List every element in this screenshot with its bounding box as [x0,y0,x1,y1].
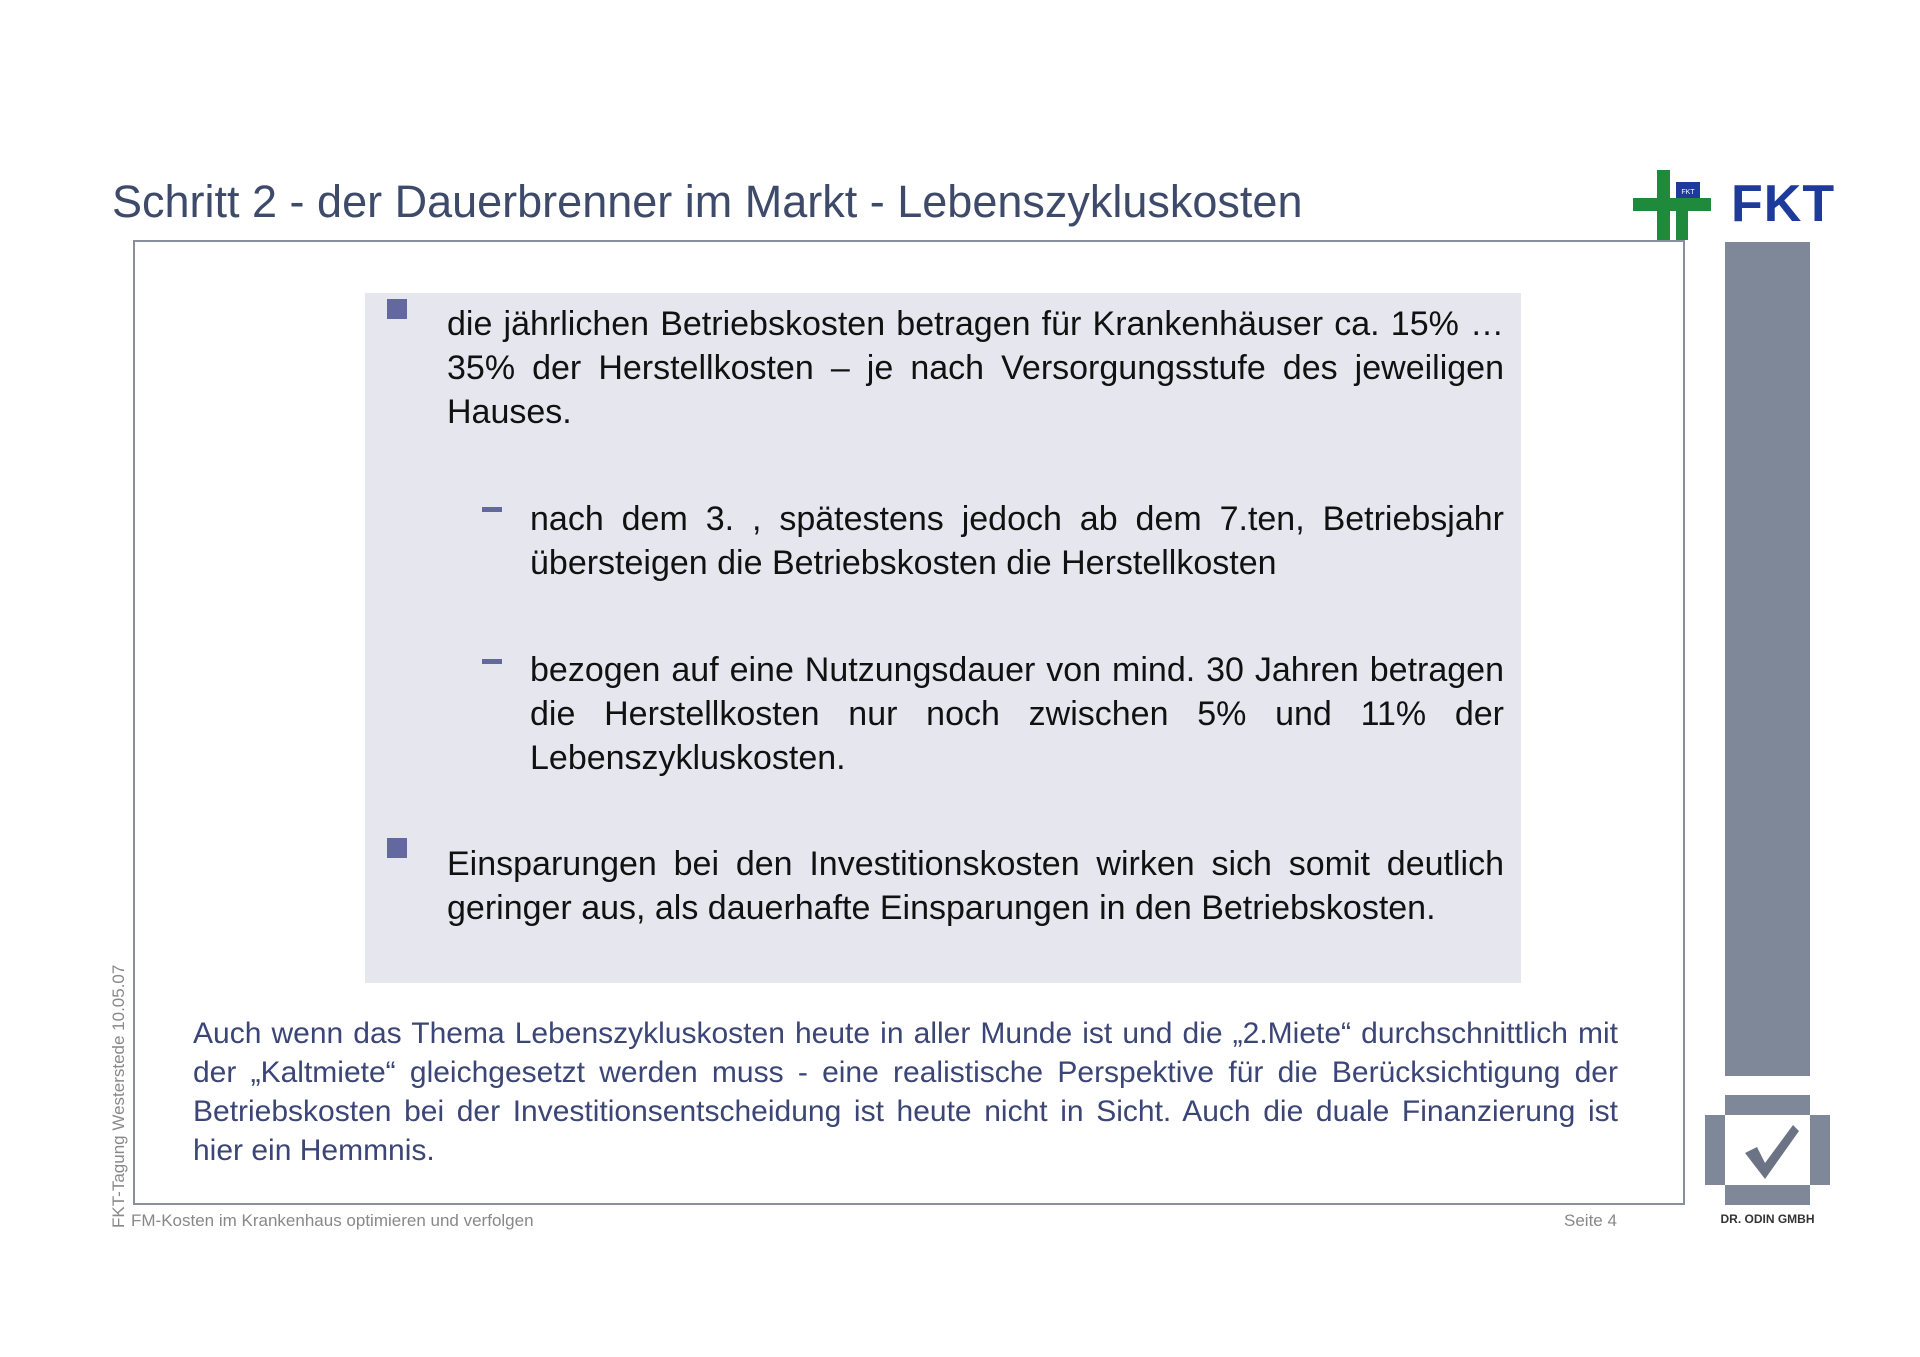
fkt-cross-label: FKT [1681,189,1695,196]
vertical-event-label: FKT-Tagung Westerstede 10.05.07 [109,964,128,1228]
page-number: Seite 4 [1564,1211,1617,1230]
side-decoration-bar [1725,242,1810,1076]
sub-bullet-text-1: nach dem 3. , spätestens jedoch ab dem 7.ten, Betriebsjahr übersteigen die Betriebskosten die Herstellkosten [530,500,1504,582]
bullet-text-2: Einsparungen bei den Investitionskosten wirken sich somit deutlich geringer aus, als dauerhafte Einsparungen in den Betriebskosten. [447,845,1504,927]
odin-check-logo [1705,1095,1830,1205]
dash-icon [482,659,502,664]
bullet-text-1: die jährlichen Betriebskosten betragen für Krankenhäuser ca. 15% … 35% der Herstellkosten – je nach Versorgungsstufe des jeweiligen Hauses. [447,305,1504,431]
fkt-logo-text: FKT [1731,175,1836,233]
sub-bullet-text-2: bezogen auf eine Nutzungsdauer von mind. 30 Jahren betragen die Herstellkosten nur noch zwischen 5% und 11% der Lebenszykluskosten. [530,651,1504,777]
summary-paragraph: Auch wenn das Thema Lebenszykluskosten heute in aller Munde ist und die „2.Miete“ durchschnittlich mit der „Kaltmiete“ gleichgesetzt werden muss - eine realistische Perspektive für die Berücksichtigung der Betriebskosten bei der Investitionsentscheidung ist heute nicht in Sicht. Auch die duale Finanzierung ist hier ein Hemmnis. [193,1017,1618,1167]
page-title: Schritt 2 - der Dauerbrenner im Markt - Lebenszykluskosten [112,176,1303,227]
checkmark-icon [1705,1095,1830,1205]
dash-icon [482,507,502,512]
bullet-square-icon [387,838,407,858]
company-name: DR. ODIN GMBH [1720,1212,1815,1226]
bullet-square-icon [387,299,407,319]
fkt-logo [1633,170,1836,240]
fkt-cross-icon [1633,170,1723,240]
footer-title: FM-Kosten im Krankenhaus optimieren und verfolgen [131,1211,534,1230]
